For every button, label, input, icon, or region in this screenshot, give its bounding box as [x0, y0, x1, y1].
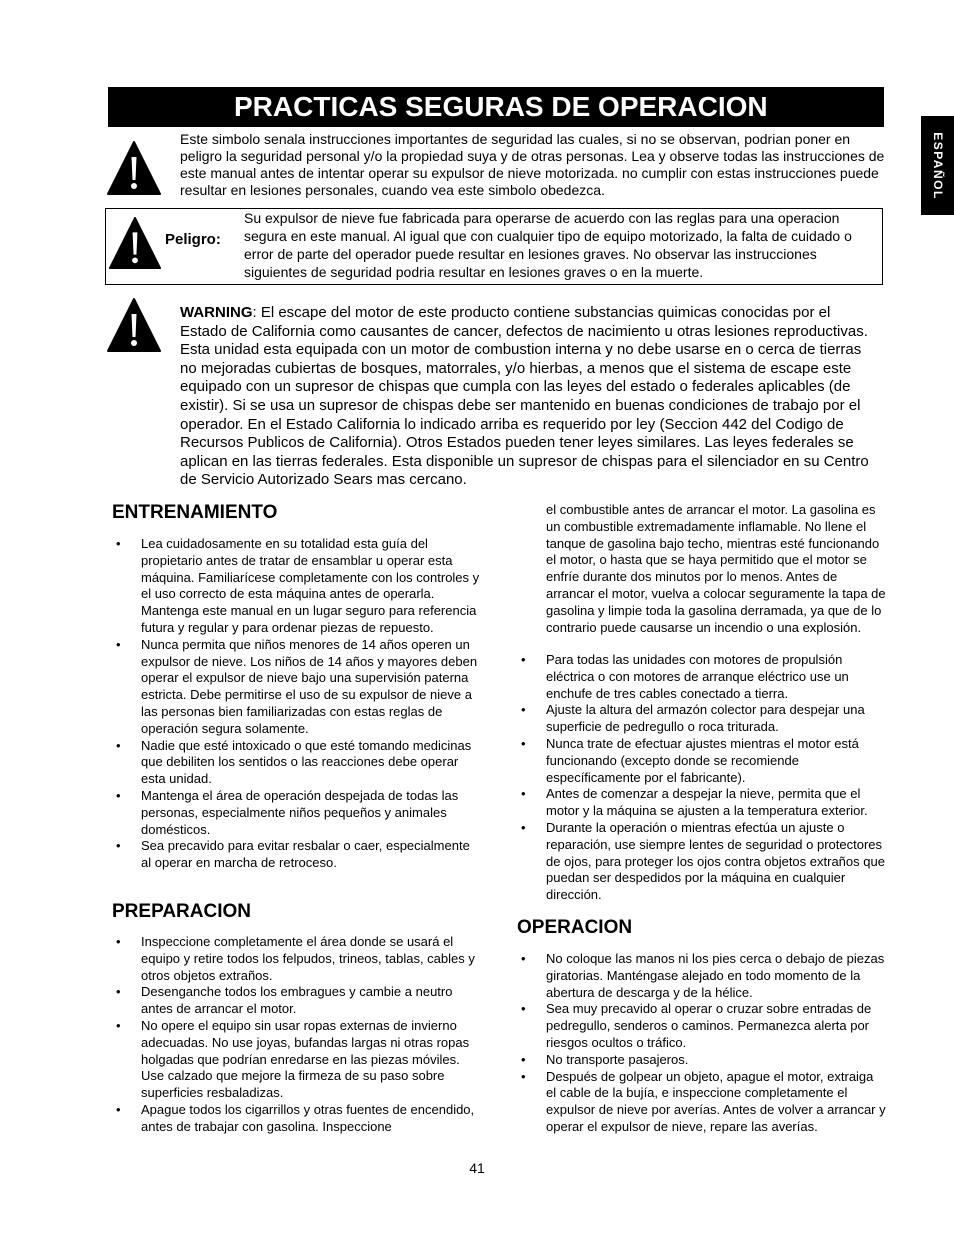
list-item: • Inspeccione completamente el área donde se usará el equipo y retire todos los felpudos, trineos, tablas, cables y otros objetos extraños. — [112, 934, 482, 984]
list-item: • Nunca trate de efectuar ajustes mientras el motor está funcionando (excepto donde se recomiende específicamente por el fabricante). — [517, 736, 886, 786]
list-item: • Nunca permita que niños menores de 14 años operen un expulsor de nieve. Los niños de 14 años y mayores deben operar el expulsor de nieve bajo una supervisión paterna estricta. Debe permitirse el uso de su expulsor de nieve a las personas bien familiarizadas con estas reglas de operación segura solamente. — [112, 637, 482, 738]
list-item: • Ajuste la altura del armazón colector para despejar una superficie de pedregullo o roca triturada. — [517, 702, 886, 736]
california-warning-icon — [106, 297, 162, 353]
warning-label: WARNING — [180, 304, 253, 321]
preparacion-heading: PREPARACION — [112, 901, 251, 922]
language-tab — [921, 116, 954, 215]
warning-body: : El escape del motor de este producto contiene substancias quimicas conocidas por el Estado de California como causantes de cancer, defectos de nacimiento u otras lesiones reproductivas. Esta unidad esta equipada con un motor de combustion interna y no debe usarse en o cerca de tierras no mejoradas cubiertas de bosques, matorrales, y/o hierbas, a menos que el sistema de escape este equipado con un supresor de chispas que cumpla con las leyes del estado o federales aplicables (de existir). Si se usa un supresor de chispas debe ser mantenido en buenas condiciones de trabajo por el operador. En el Estado California lo indicado arriba es requerido por ley (Seccion 442 del Codigo de Recursos Publicos de California). Otros Estados pueden tener leyes similares. Las leyes federales se aplican en las tierras federales. Esta disponible un supresor de chispas para el silenciador en su Centro de Servicio Autorizado Sears mas cercano. — [180, 304, 869, 489]
list-item: • Nadie que esté intoxicado o que esté tomando medicinas que debiliten los sentidos o las reacciones debe operar esta unidad. — [112, 738, 482, 788]
list-item: • No transporte pasajeros. — [517, 1052, 886, 1069]
preparacion-continuation: el combustible antes de arrancar el motor. La gasolina es un combustible extremadamente inflamable. No llene el tanque de gasolina bajo techo, mientras esté funcionando el motor, o hasta que se haya permitido que el motor se enfríe durante dos minutos por lo menos. Antes de arrancar el motor, vuelva a colocar seguramente la tapa de gasolina y limpie toda la gasolina derramada, ya que de lo contrario puede causarse un incendio o una explosión. — [546, 502, 886, 635]
list-item: • Mantenga el área de operación despejada de todas las personas, especialmente niños pequeños y animales domésticos. — [112, 788, 482, 838]
danger-label: Peligro: — [165, 231, 221, 248]
page-title: PRACTICAS SEGURAS DE OPERACION — [108, 87, 884, 127]
list-item: • Desenganche todos los embragues y cambie a neutro antes de arrancar el motor. — [112, 984, 482, 1018]
page-number: 41 — [469, 1160, 485, 1176]
language-tab-label: ESPAÑOL — [930, 131, 945, 200]
california-warning-text — [180, 304, 880, 490]
list-item: • Apague todos los cigarrillos y otras fuentes de encendido, antes de trabajar con gasolina. Inspeccione — [112, 1102, 482, 1136]
list-item: • Sea precavido para evitar resbalar o caer, especialmente al operar en marcha de retroceso. — [112, 838, 482, 872]
list-item: • Sea muy precavido al operar o cruzar sobre entradas de pedregullo, senderos o caminos. Permanezca alerta por riesgos ocultos o tráfico. — [517, 1001, 886, 1051]
preparacion-list-continued — [517, 652, 886, 904]
preparacion-list — [112, 934, 482, 1136]
operacion-heading: OPERACION — [517, 917, 633, 938]
list-item: • No coloque las manos ni los pies cerca o debajo de piezas giratorias. Manténgase alejado en todo momento de la abertura de descarga y de la hélice. — [517, 951, 886, 1001]
danger-text: Su expulsor de nieve fue fabricada para operarse de acuerdo con las reglas para una operacion segura en este manual. Al igual que con cualquier tipo de equipo motorizado, la falta de cuidado o error de parte del operador puede resultar en lesiones graves. No observar las instrucciones siguientes de seguridad podria resultar en lesiones graves o en la muerte. — [244, 210, 852, 280]
list-item: • Después de golpear un objeto, apague el motor, extraiga el cable de la bujía, e inspeccione completamente el expulsor de nieve por averías. Antes de volver a arrancar y operar el expulsor de nieve, repare las averías. — [517, 1069, 886, 1136]
operacion-list — [517, 951, 886, 1136]
intro-text: Este simbolo senala instrucciones importantes de seguridad las cuales, si no se observan, podrian poner en peligro la seguridad personal y/o la propiedad suya y de otras personas. Lea y observe todas las instrucciones de este manual antes de intentar operar su expulsor de nieve motorizada. no cumplir con estas instrucciones puede resultar en lesiones personales, cuando vea este simbolo obedezca. — [180, 131, 885, 198]
list-item: • Para todas las unidades con motores de propulsión eléctrica o con motores de arranque eléctrico use un enchufe de tres cables conectado a tierra. — [517, 652, 886, 702]
list-item: • Lea cuidadosamente en su totalidad esta guía del propietario antes de tratar de ensamblar u operar esta máquina. Familiarícese completamente con los controles y el uso correcto de esta máquina antes de operarla. Mantenga este manual en un lugar seguro para referencia futura y regular y para ordenar piezas de repuesto. — [112, 536, 482, 637]
entrenamiento-heading: ENTRENAMIENTO — [112, 502, 278, 523]
warning-triangle-icon — [106, 140, 162, 196]
danger-triangle-icon — [108, 216, 162, 270]
list-item: • Antes de comenzar a despejar la nieve, permita que el motor y la máquina se ajusten a la temperatura exterior. — [517, 786, 886, 820]
list-item: • Durante la operación o mientras efectúa un ajuste o reparación, use siempre lentes de seguridad o protectores de ojos, para proteger los ojos contra objetos extraños que puedan ser despedidos por la máquina en cualquier dirección. — [517, 820, 886, 904]
list-item: • No opere el equipo sin usar ropas externas de invierno adecuadas. No use joyas, bufandas largas ni otras ropas holgadas que podrían enredarse en las piezas móviles. Use calzado que mejore la firmeza de su paso sobre superficies resbaladizas. — [112, 1018, 482, 1102]
entrenamiento-list — [112, 536, 482, 872]
